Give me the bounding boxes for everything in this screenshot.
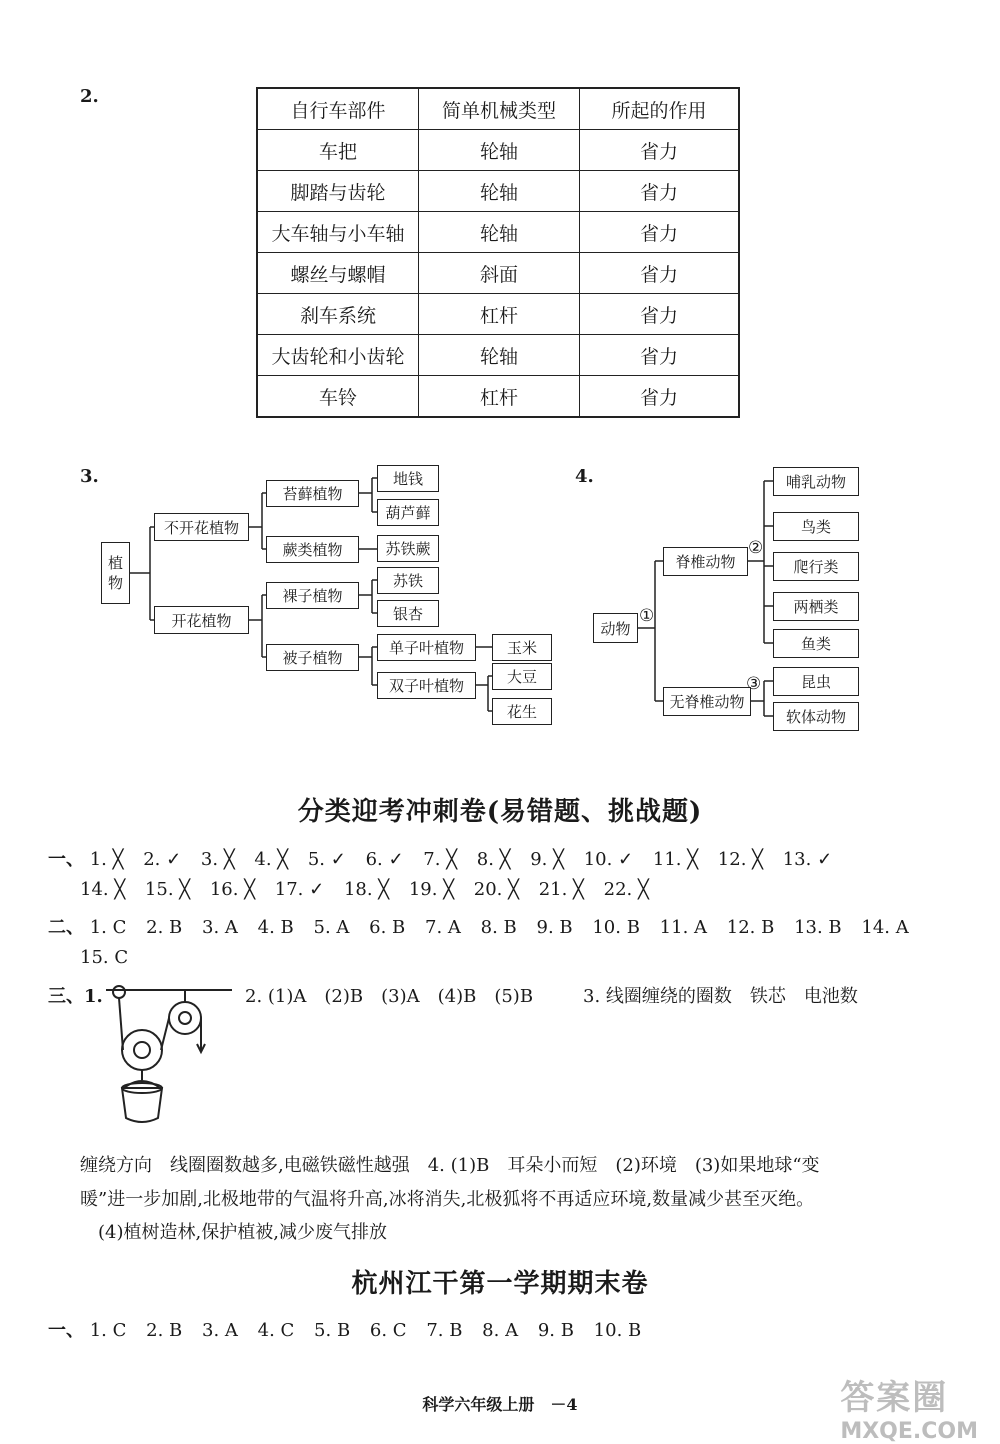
answer-row xyxy=(48,1316,655,1342)
tree-node-leaf: 软体动物 xyxy=(773,702,859,731)
table-cell: 轮轴 xyxy=(419,212,580,253)
table-cell: 脚踏与齿轮 xyxy=(257,171,419,212)
answer-item: 8. B xyxy=(480,917,517,938)
answer-item: 7. B xyxy=(426,1320,463,1341)
table-cell: 大车轴与小车轴 xyxy=(257,212,419,253)
part3-label: 三、1. xyxy=(48,986,103,1007)
answer-item: 14. A xyxy=(861,917,909,938)
table-header: 简单机械类型 xyxy=(419,88,580,130)
answer-item: 2. B xyxy=(146,1320,183,1341)
tree-node-leaf: 苏铁蕨 xyxy=(377,535,439,562)
tree-node-leaf: 鸟类 xyxy=(773,512,859,541)
part-label: 一、 xyxy=(48,1320,84,1341)
answer-row xyxy=(48,913,923,939)
tree-node-gymnosperm: 裸子植物 xyxy=(266,582,359,609)
answer-item: 8. A xyxy=(482,1320,519,1341)
answer-item: 18. ╳ xyxy=(343,879,390,900)
watermark xyxy=(840,1370,978,1444)
answer-item: 6. C xyxy=(369,1320,407,1341)
section-title: 杭州江干第一学期期末卷 xyxy=(351,1269,649,1299)
tree-node-moss: 苔藓植物 xyxy=(266,480,359,507)
table-header: 自行车部件 xyxy=(257,88,419,130)
answer-item: 4. B xyxy=(257,917,294,938)
tree-node-leaf: 花生 xyxy=(492,698,552,725)
circle-mark-2: ② xyxy=(748,538,764,558)
tree-node-angiosperm: 被子植物 xyxy=(266,644,359,671)
table-cell: 轮轴 xyxy=(419,335,580,376)
section-title: 分类迎考冲刺卷(易错题、挑战题) xyxy=(297,797,703,827)
part3-q3: 3. 线圈缠绕的圈数 铁芯 电池数 xyxy=(583,986,858,1007)
answer-item: 9. B xyxy=(537,1320,574,1341)
answer-item: 2. B xyxy=(146,917,183,938)
answer-item: 5. A xyxy=(313,917,350,938)
q4-number: 4. xyxy=(575,466,594,487)
answer-item: 4. ╳ xyxy=(254,849,289,870)
part3-text-line: 缠绕方向 线圈圈数越多,电磁铁磁性越强 4. (1)B 耳朵小而短 (2)环境 (3)如果地球“变 xyxy=(80,1155,820,1176)
answer-item: 22. ╳ xyxy=(603,879,649,900)
answer-item: 1. ╳ xyxy=(89,849,124,870)
answer-item: 11. ╳ xyxy=(652,849,699,870)
answer-item: 20. ╳ xyxy=(473,879,519,900)
answer-item: 6. ✓ xyxy=(365,849,404,870)
table-cell: 省力 xyxy=(580,171,740,212)
answer-item: 5. B xyxy=(314,1320,351,1341)
answer-item: 12. ╳ xyxy=(717,849,763,870)
table-cell: 螺丝与螺帽 xyxy=(257,253,419,294)
table-cell: 省力 xyxy=(580,253,740,294)
answer-item: 10. ✓ xyxy=(583,849,634,870)
answer-item: 12. B xyxy=(726,917,775,938)
answer-item: 14. ╳ xyxy=(80,879,126,900)
tree-node-leaf: 葫芦藓 xyxy=(377,499,439,526)
answer-row xyxy=(80,879,663,900)
answer-item: 5. ✓ xyxy=(307,849,346,870)
tree-node-leaf: 鱼类 xyxy=(773,629,859,658)
part3-text-line: 暖”进一步加剧,北极地带的气温将升高,冰将消失,北极狐将不再适应环境,数量减少甚至灭绝。 xyxy=(80,1189,815,1210)
tree-node-plant-root xyxy=(101,542,130,604)
table-cell: 斜面 xyxy=(419,253,580,294)
table-cell: 省力 xyxy=(580,335,740,376)
answer-item: 21. ╳ xyxy=(538,879,584,900)
table-cell: 车铃 xyxy=(257,376,419,418)
tree-node-leaf: 爬行类 xyxy=(773,552,859,581)
table-header: 所起的作用 xyxy=(580,88,740,130)
part-label: 一、 xyxy=(48,849,84,870)
answer-item: 19. ╳ xyxy=(408,879,455,900)
tree-node-non-flowering: 不开花植物 xyxy=(154,513,249,541)
answer-item: 2. ✓ xyxy=(143,849,182,870)
watermark-en: MXQE.COM xyxy=(840,1419,978,1444)
table-cell: 杠杆 xyxy=(419,376,580,418)
tree-node-leaf: 昆虫 xyxy=(773,667,859,696)
pulley-diagram xyxy=(104,978,234,1128)
tree-node-flowering: 开花植物 xyxy=(154,606,249,634)
answer-item: 7. A xyxy=(425,917,461,938)
tree-node-leaf: 银杏 xyxy=(377,600,439,627)
page-footer: 科学六年级上册 －4 xyxy=(422,1395,578,1414)
tree-node-vertebrate: 脊椎动物 xyxy=(663,547,748,576)
answer-item: 7. ╳ xyxy=(423,849,458,870)
tree-node-animal-root: 动物 xyxy=(593,613,638,643)
answer-item: 3. A xyxy=(202,1320,238,1341)
tree-node-leaf: 玉米 xyxy=(492,634,552,661)
answer-item: 1. C xyxy=(89,917,127,938)
tree-node-fern: 蕨类植物 xyxy=(266,536,359,563)
tree-node-monocot: 单子叶植物 xyxy=(377,634,476,661)
table-cell: 杠杆 xyxy=(419,294,580,335)
answer-item: 17. ✓ xyxy=(274,879,325,900)
table-cell: 省力 xyxy=(580,376,740,418)
q2-number: 2. xyxy=(80,86,99,107)
answer-item: 3. ╳ xyxy=(200,849,235,870)
answer-item: 8. ╳ xyxy=(476,849,511,870)
tree-node-leaf: 大豆 xyxy=(492,663,552,690)
tree-node-leaf: 两栖类 xyxy=(773,592,859,621)
answer-item: 16. ╳ xyxy=(209,879,256,900)
answer-item: 9. ╳ xyxy=(530,849,564,870)
q3-number: 3. xyxy=(80,466,99,487)
circle-mark-1: ① xyxy=(639,606,655,626)
table-cell: 省力 xyxy=(580,212,740,253)
table-cell: 轮轴 xyxy=(419,130,580,171)
part-label: 二、 xyxy=(48,917,84,938)
table-cell: 省力 xyxy=(580,294,740,335)
answer-row xyxy=(48,845,846,871)
answer-item: 10. B xyxy=(593,1320,642,1341)
answer-item: 15. C xyxy=(80,947,129,968)
answer-item: 13. ✓ xyxy=(782,849,833,870)
tree-node-leaf: 苏铁 xyxy=(377,567,439,594)
tree-node-invertebrate: 无脊椎动物 xyxy=(663,687,751,716)
answer-row xyxy=(80,947,142,968)
answer-item: 10. B xyxy=(592,917,640,938)
answer-item: 11. A xyxy=(659,917,708,938)
answer-item: 4. C xyxy=(257,1320,295,1341)
table-cell: 省力 xyxy=(580,130,740,171)
table-cell: 轮轴 xyxy=(419,171,580,212)
answer-item: 6. B xyxy=(369,917,406,938)
tree-node-leaf: 地钱 xyxy=(377,465,439,492)
part3-text-line: (4)植树造林,保护植被,减少废气排放 xyxy=(98,1222,387,1243)
table-cell: 车把 xyxy=(257,130,419,171)
part3-q2: 2. (1)A (2)B (3)A (4)B (5)B xyxy=(245,986,534,1007)
tree-node-label: 植物 xyxy=(107,554,123,592)
answer-item: 15. ╳ xyxy=(144,879,191,900)
answer-item: 3. A xyxy=(202,917,238,938)
tree-node-leaf: 哺乳动物 xyxy=(773,467,859,496)
answer-item: 9. B xyxy=(536,917,573,938)
tree-node-dicot: 双子叶植物 xyxy=(377,672,476,699)
table-cell: 大齿轮和小齿轮 xyxy=(257,335,419,376)
answer-item: 13. B xyxy=(794,917,842,938)
answer-item: 1. C xyxy=(89,1320,127,1341)
circle-mark-3: ③ xyxy=(746,674,762,694)
watermark-cn: 答案圈 xyxy=(840,1378,949,1418)
table-cell: 刹车系统 xyxy=(257,294,419,335)
